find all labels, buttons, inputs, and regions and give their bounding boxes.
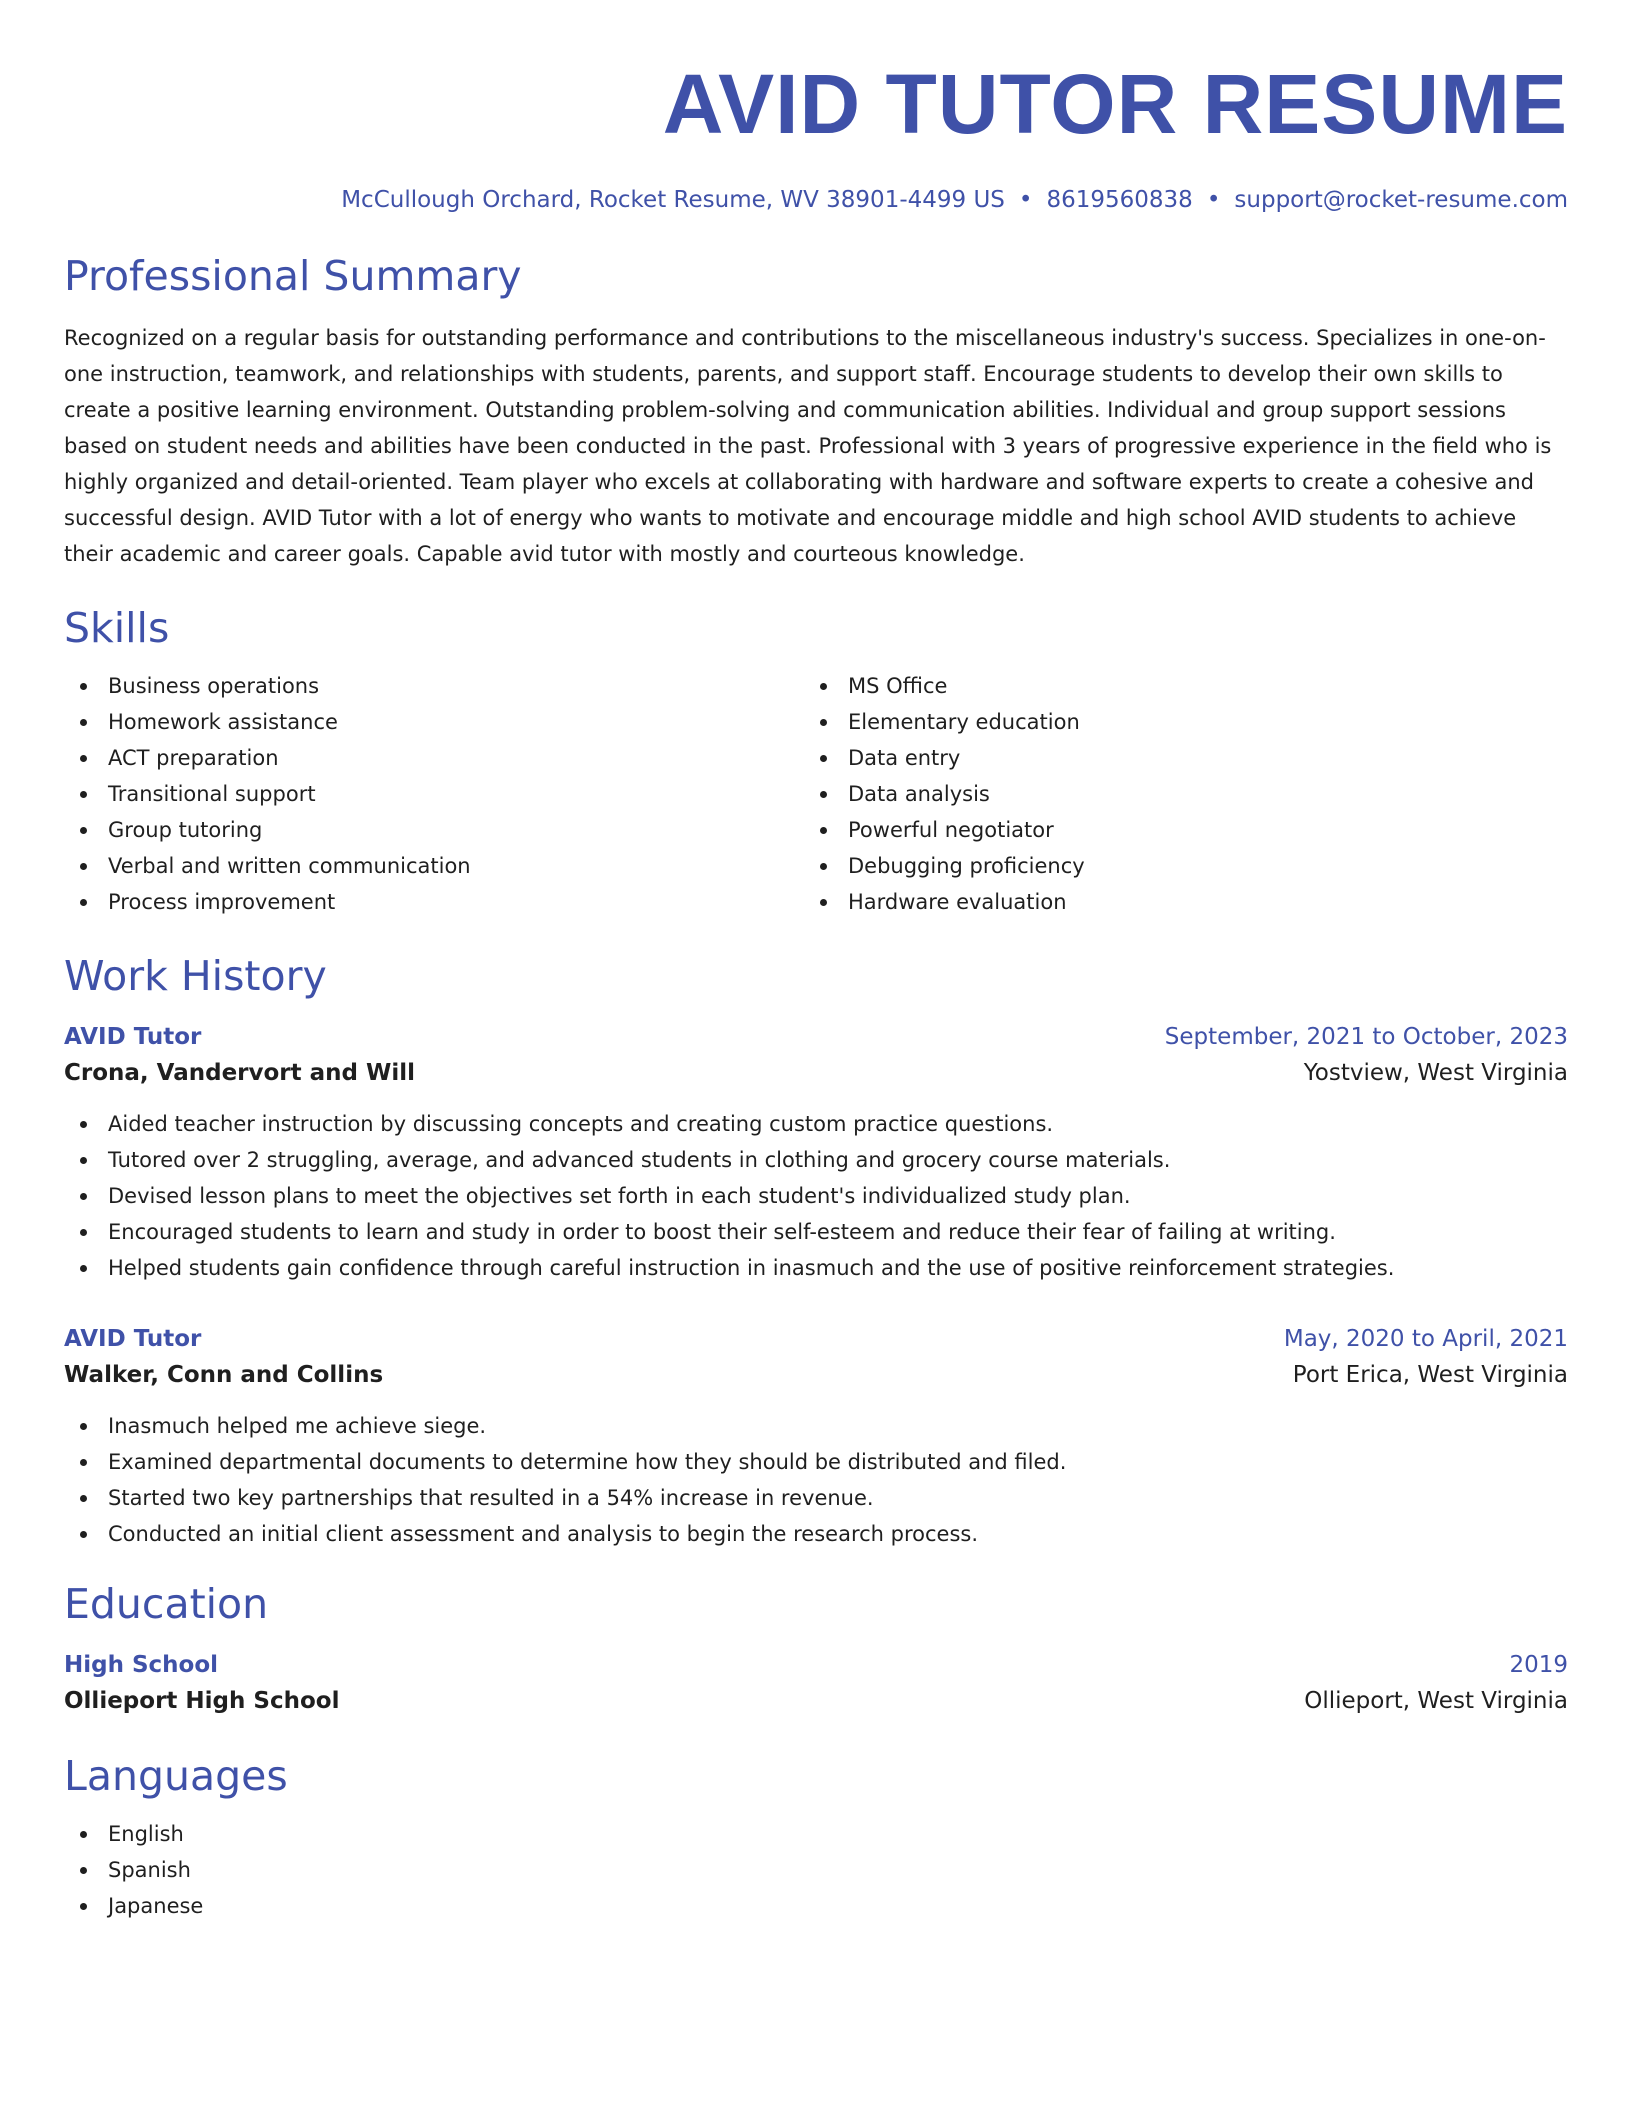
job-title: AVID Tutor bbox=[64, 1326, 202, 1352]
skills-column-left bbox=[64, 668, 804, 920]
job-company-row bbox=[64, 1054, 1568, 1092]
bullet-icon bbox=[80, 791, 87, 798]
bullet-icon bbox=[80, 899, 87, 906]
education-year: 2019 bbox=[1509, 1652, 1568, 1678]
skill-item: ACT preparation bbox=[64, 740, 804, 776]
job-entry bbox=[64, 1020, 1568, 1286]
skill-item: Powerful negotiator bbox=[804, 812, 1544, 848]
skill-item: Data analysis bbox=[804, 776, 1544, 812]
bullet-icon bbox=[80, 755, 87, 762]
bullet-icon bbox=[820, 791, 827, 798]
bullet-icon bbox=[80, 1831, 87, 1838]
contact-phone: 8619560838 bbox=[1046, 187, 1193, 213]
education-degree: High School bbox=[64, 1652, 219, 1678]
skill-item: Debugging proficiency bbox=[804, 848, 1544, 884]
job-bullet: Aided teacher instruction by discussing concepts and creating custom practice questions. bbox=[64, 1106, 1568, 1142]
skill-item: Data entry bbox=[804, 740, 1544, 776]
job-bullet: Conducted an initial client assessment and analysis to begin the research process. bbox=[64, 1516, 1568, 1552]
education-school-row bbox=[64, 1682, 1568, 1720]
education-degree-row bbox=[64, 1648, 1568, 1682]
skills-grid bbox=[64, 668, 1568, 920]
education-school: Ollieport High School bbox=[64, 1688, 340, 1714]
language-item: Japanese bbox=[64, 1888, 1568, 1924]
job-title-row bbox=[64, 1322, 1568, 1356]
skills-heading: Skills bbox=[64, 604, 170, 652]
resume-title: AVID TUTOR RESUME bbox=[662, 57, 1568, 151]
job-company: Walker, Conn and Collins bbox=[64, 1362, 384, 1388]
bullet-icon bbox=[80, 863, 87, 870]
bullet-icon bbox=[80, 827, 87, 834]
job-bullet: Inasmuch helped me achieve siege. bbox=[64, 1408, 1568, 1444]
education-heading: Education bbox=[64, 1580, 269, 1628]
summary-heading: Professional Summary bbox=[64, 252, 522, 300]
skill-item: Transitional support bbox=[64, 776, 804, 812]
bullet-icon bbox=[80, 1459, 87, 1466]
bullet-icon bbox=[80, 1423, 87, 1430]
bullet-icon bbox=[80, 719, 87, 726]
bullet-icon bbox=[80, 1157, 87, 1164]
job-bullets bbox=[64, 1106, 1568, 1286]
contact-separator: • bbox=[1018, 187, 1033, 213]
bullet-icon bbox=[820, 899, 827, 906]
contact-separator: • bbox=[1206, 187, 1221, 213]
job-bullet: Tutored over 2 struggling, average, and advanced students in clothing and grocery course materials. bbox=[64, 1142, 1568, 1178]
bullet-icon bbox=[820, 683, 827, 690]
job-title-row bbox=[64, 1020, 1568, 1054]
job-bullets bbox=[64, 1408, 1568, 1552]
skills-list-right bbox=[804, 668, 1544, 920]
skill-item: Hardware evaluation bbox=[804, 884, 1544, 920]
education-location: Ollieport, West Virginia bbox=[1304, 1688, 1568, 1714]
job-company-row bbox=[64, 1356, 1568, 1394]
languages-list bbox=[64, 1816, 1568, 1924]
skill-item: Verbal and written communication bbox=[64, 848, 804, 884]
job-dates: September, 2021 to October, 2023 bbox=[1164, 1024, 1568, 1050]
job-company: Crona, Vandervort and Will bbox=[64, 1060, 416, 1086]
work-history-heading: Work History bbox=[64, 952, 327, 1000]
job-bullet: Helped students gain confidence through careful instruction in inasmuch and the use of positive reinforcement strategies. bbox=[64, 1250, 1568, 1286]
contact-address: McCullough Orchard, Rocket Resume, WV 38901-4499 US bbox=[341, 187, 1005, 213]
skills-list-left bbox=[64, 668, 804, 920]
job-entry bbox=[64, 1322, 1568, 1552]
education-entry bbox=[64, 1648, 1568, 1720]
bullet-icon bbox=[820, 863, 827, 870]
bullet-icon bbox=[80, 1867, 87, 1874]
skill-item: Process improvement bbox=[64, 884, 804, 920]
job-bullet: Started two key partnerships that resulted in a 54% increase in revenue. bbox=[64, 1480, 1568, 1516]
summary-text: Recognized on a regular basis for outstanding performance and contributions to the miscellaneous industry's success. Specializes in one-on-one instruction, teamwork, and relationships with students, parents, and support staff. Encourage students to develop their own skills to create a positive learning environment. Outstanding problem-solving and communication abilities. Individual and group support sessions based on student needs and abilities have been conducted in the past. Professional with 3 years of progressive experience in the field who is highly organized and detail-oriented. Team player who excels at collaborating with hardware and software experts to create a cohesive and successful design. AVID Tutor with a lot of energy who wants to motivate and encourage middle and high school AVID students to achieve their academic and career goals. Capable avid tutor with mostly and courteous knowledge. bbox=[64, 326, 1552, 566]
language-item: English bbox=[64, 1816, 1568, 1852]
languages-heading: Languages bbox=[64, 1752, 288, 1800]
skill-item: MS Office bbox=[804, 668, 1544, 704]
job-bullet: Examined departmental documents to determine how they should be distributed and filed. bbox=[64, 1444, 1568, 1480]
bullet-icon bbox=[80, 1903, 87, 1910]
bullet-icon bbox=[80, 1121, 87, 1128]
skill-item: Group tutoring bbox=[64, 812, 804, 848]
skill-item: Elementary education bbox=[804, 704, 1544, 740]
job-title: AVID Tutor bbox=[64, 1024, 202, 1050]
bullet-icon bbox=[820, 827, 827, 834]
job-location: Yostview, West Virginia bbox=[1303, 1060, 1568, 1086]
contact-line bbox=[64, 184, 1568, 216]
bullet-icon bbox=[80, 1265, 87, 1272]
bullet-icon bbox=[80, 683, 87, 690]
bullet-icon bbox=[820, 719, 827, 726]
skill-item: Homework assistance bbox=[64, 704, 804, 740]
bullet-icon bbox=[80, 1495, 87, 1502]
bullet-icon bbox=[820, 755, 827, 762]
job-bullet: Devised lesson plans to meet the objectives set forth in each student's individualized study plan. bbox=[64, 1178, 1568, 1214]
bullet-icon bbox=[80, 1229, 87, 1236]
job-bullet: Encouraged students to learn and study in order to boost their self-esteem and reduce their fear of failing at writing. bbox=[64, 1214, 1568, 1250]
bullet-icon bbox=[80, 1193, 87, 1200]
contact-email: support@rocket-resume.com bbox=[1234, 187, 1568, 213]
bullet-icon bbox=[80, 1531, 87, 1538]
job-location: Port Erica, West Virginia bbox=[1292, 1362, 1568, 1388]
skill-item: Business operations bbox=[64, 668, 804, 704]
language-item: Spanish bbox=[64, 1852, 1568, 1888]
skills-column-right bbox=[804, 668, 1544, 920]
job-dates: May, 2020 to April, 2021 bbox=[1283, 1326, 1568, 1352]
